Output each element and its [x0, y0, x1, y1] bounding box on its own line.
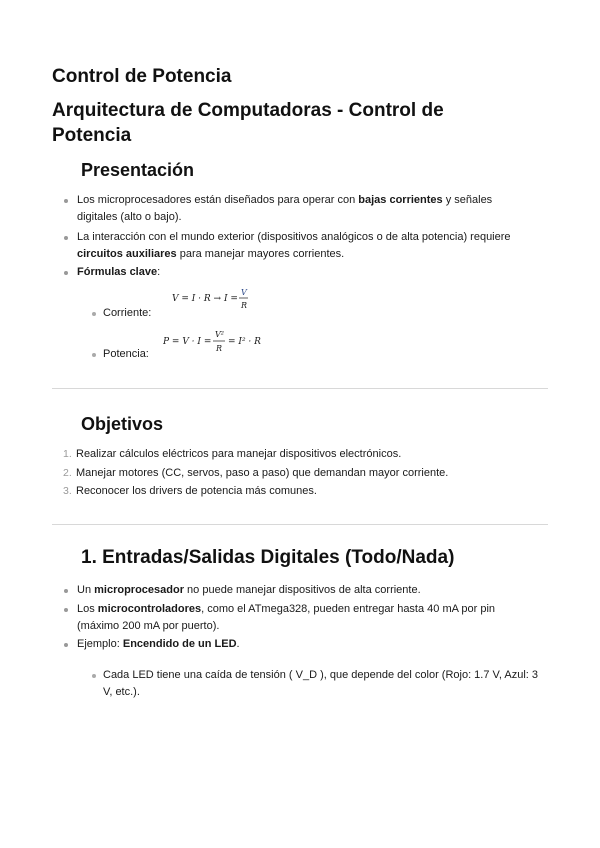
- sub-list-item: Cada LED tiene una caída de tensión ( V_D ), que depende del color (Rojo: 1.7 V, Azul: 3 V, etc.).: [103, 669, 538, 698]
- formula-corriente: [172, 286, 252, 312]
- list-number: 2.: [63, 467, 72, 479]
- list-item: Reconocer los drivers de potencia más comunes.: [76, 485, 317, 497]
- list-item: [77, 264, 160, 281]
- svg-text:R: R: [241, 301, 248, 310]
- svg-text:V: V: [241, 288, 247, 297]
- bold-text: microprocesador: [94, 584, 184, 596]
- text: Un: [77, 584, 95, 596]
- list-item: [77, 636, 240, 653]
- section-heading-entradas-salidas: 1. Entradas/Salidas Digitales (Todo/Nada): [81, 547, 455, 568]
- text: .: [236, 638, 240, 650]
- text: :: [157, 266, 161, 278]
- document-title: Control de Potencia: [52, 66, 232, 87]
- text: Los: [77, 603, 98, 615]
- text: Ejemplo:: [77, 638, 123, 650]
- text: para manejar mayores corrientes.: [176, 248, 345, 260]
- svg-text:P = V · I =: P = V · I =: [163, 337, 212, 347]
- document-subtitle: Arquitectura de Computadoras - Control de Potencia: [52, 100, 444, 146]
- text: Los microprocesadores están diseñados para operar con: [77, 194, 359, 206]
- bullet-dot: [64, 589, 68, 593]
- svg-text:V = I · R → I =: V = I · R → I =: [172, 294, 238, 304]
- text: y señales digitales (alto o bajo).: [77, 194, 493, 223]
- text: no puede manejar dispositivos de alta corriente.: [184, 584, 421, 596]
- list-item: Realizar cálculos eléctricos para manejar dispositivos electrónicos.: [76, 448, 402, 460]
- list-number: 1.: [63, 448, 72, 460]
- svg-text:= I² · R: = I² · R: [228, 337, 261, 347]
- list-item: [77, 192, 517, 226]
- section-heading-objetivos: Objetivos: [81, 414, 164, 434]
- divider: [52, 388, 548, 389]
- svg-text:V²: V²: [215, 330, 224, 339]
- formula-potencia: [163, 327, 273, 355]
- svg-text:R: R: [216, 344, 223, 353]
- list-item: [77, 582, 537, 599]
- bullet-dot: [92, 674, 96, 678]
- list-item: Manejar motores (CC, servos, paso a paso) que demandan mayor corriente.: [76, 467, 449, 479]
- sub-item-label: Potencia:: [103, 348, 149, 360]
- bullet-dot: [64, 271, 68, 275]
- bullet-dot: [64, 608, 68, 612]
- section-heading-presentacion: Presentación: [81, 160, 195, 180]
- sub-item-label: Corriente:: [103, 307, 152, 319]
- text: La interacción con el mundo exterior (dispositivos analógicos o de alta potencia) requiere: [77, 231, 511, 243]
- bold-text: bajas corrientes: [358, 194, 443, 206]
- bold-text: Fórmulas clave: [77, 266, 158, 278]
- bullet-dot: [92, 312, 96, 316]
- bullet-dot: [64, 643, 68, 647]
- bullet-dot: [92, 353, 96, 357]
- list-item: [77, 601, 517, 635]
- bold-text: Encendido de un LED: [122, 638, 237, 650]
- list-item: [77, 229, 537, 263]
- text: , como el ATmega328, pueden entregar hasta 40 mA por pin (máximo 200 mA por puerto).: [77, 603, 496, 632]
- list-number: 3.: [63, 485, 72, 497]
- bullet-dot: [64, 236, 68, 240]
- divider: [52, 524, 548, 525]
- bold-text: microcontroladores: [97, 603, 202, 615]
- bold-text: circuitos auxiliares: [77, 248, 177, 260]
- bullet-dot: [64, 199, 68, 203]
